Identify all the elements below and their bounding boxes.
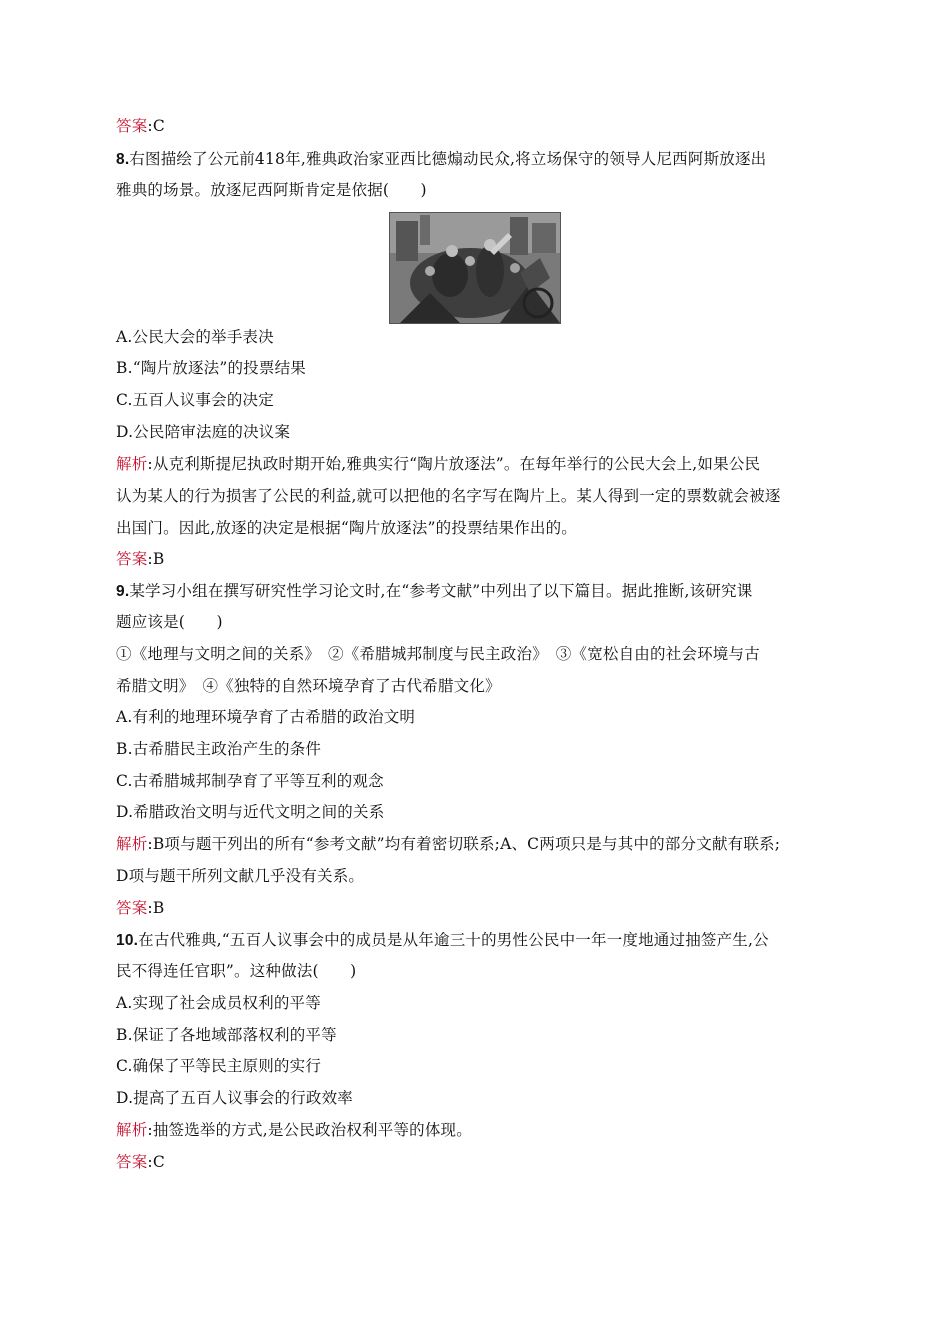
q9-stem-line1: [116, 581, 846, 602]
q9-analysis-line1: [116, 834, 846, 854]
q9-option-c: C.古希腊城邦制孕育了平等互利的观念: [116, 772, 384, 790]
question-number: 8.: [116, 151, 130, 168]
answer-label: 答案: [116, 899, 148, 917]
analysis-text: :从克利斯提尼执政时期开始,雅典实行“陶片放逐法”。在每年举行的公民大会上,如果公民: [147, 455, 761, 473]
answer-label: 答案: [116, 117, 148, 135]
q10-option-d: D.提高了五百人议事会的行政效率: [116, 1089, 354, 1107]
q8-analysis-line2: 认为某人的行为损害了公民的利益,就可以把他的名字写在陶片上。某人得到一定的票数就会被逐: [116, 487, 781, 505]
stem-text: 右图描绘了公元前418年,雅典政治家亚西比德煽动民众,将立场保守的领导人尼西阿斯放逐出: [129, 150, 767, 168]
question-number: 9.: [116, 583, 130, 600]
q9-option-b: B.古希腊民主政治产生的条件: [116, 740, 322, 758]
q10-stem-line2: 民不得连任官职”。这种做法( ): [116, 962, 357, 980]
answer-value: :B: [147, 899, 165, 917]
q9-references-line2: 希腊文明》 ④《独特的自然环境孕育了古代希腊文化》: [116, 677, 501, 695]
stem-text: 某学习小组在撰写研究性学习论文时,在“参考文献”中列出了以下篇目。据此推断,该研究课: [129, 582, 753, 600]
q8-stem-line1: [116, 149, 846, 170]
historical-illustration: [389, 212, 561, 324]
q7-answer: [116, 116, 846, 136]
question-number: 10.: [116, 932, 139, 949]
q9-analysis-line2: D项与题干所列文献几乎没有关系。: [116, 867, 365, 885]
q10-option-c: C.确保了平等民主原则的实行: [116, 1057, 322, 1075]
analysis-label: 解析: [116, 835, 148, 853]
analysis-text: :B项与题干列出的所有“参考文献”均有着密切联系;A、C两项只是与其中的部分文献有联系;: [147, 835, 781, 853]
q9-answer: [116, 898, 846, 918]
q8-option-d: D.公民陪审法庭的决议案: [116, 423, 291, 441]
analysis-text: :抽签选举的方式,是公民政治权利平等的体现。: [147, 1121, 472, 1139]
answer-value: :C: [147, 117, 165, 135]
answer-value: :B: [147, 550, 165, 568]
q8-option-a: A.公民大会的举手表决: [116, 328, 274, 346]
answer-label: 答案: [116, 1153, 148, 1171]
q9-stem-line2: 题应该是( ): [116, 613, 223, 631]
q10-answer: [116, 1152, 846, 1172]
q10-analysis-line1: [116, 1120, 846, 1140]
q9-option-a: A.有利的地理环境孕育了古希腊的政治文明: [116, 708, 416, 726]
analysis-label: 解析: [116, 455, 148, 473]
answer-label: 答案: [116, 550, 148, 568]
q8-option-b: B.“陶片放逐法”的投票结果: [116, 359, 306, 377]
q9-option-d: D.希腊政治文明与近代文明之间的关系: [116, 803, 385, 821]
q8-analysis-line3: 出国门。因此,放逐的决定是根据“陶片放逐法”的投票结果作出的。: [116, 519, 577, 537]
answer-value: :C: [147, 1153, 165, 1171]
q10-option-a: A.实现了社会成员权利的平等: [116, 994, 321, 1012]
stem-text: 在古代雅典,“五百人议事会中的成员是从年逾三十的男性公民中一年一度地通过抽签产生,公: [138, 931, 769, 949]
q10-stem-line1: [116, 930, 846, 951]
q9-references-line1: ①《地理与文明之间的关系》 ②《希腊城邦制度与民主政治》 ③《宽松自由的社会环境与古: [116, 645, 760, 663]
analysis-label: 解析: [116, 1121, 148, 1139]
q8-option-c: C.五百人议事会的决定: [116, 391, 274, 409]
q8-stem-line2: 雅典的场景。放逐尼西阿斯肯定是依据( ): [116, 181, 427, 199]
engraving-icon: [390, 213, 560, 323]
q10-option-b: B.保证了各地域部落权利的平等: [116, 1026, 337, 1044]
q8-answer: [116, 549, 846, 569]
q8-analysis-line1: [116, 454, 846, 474]
